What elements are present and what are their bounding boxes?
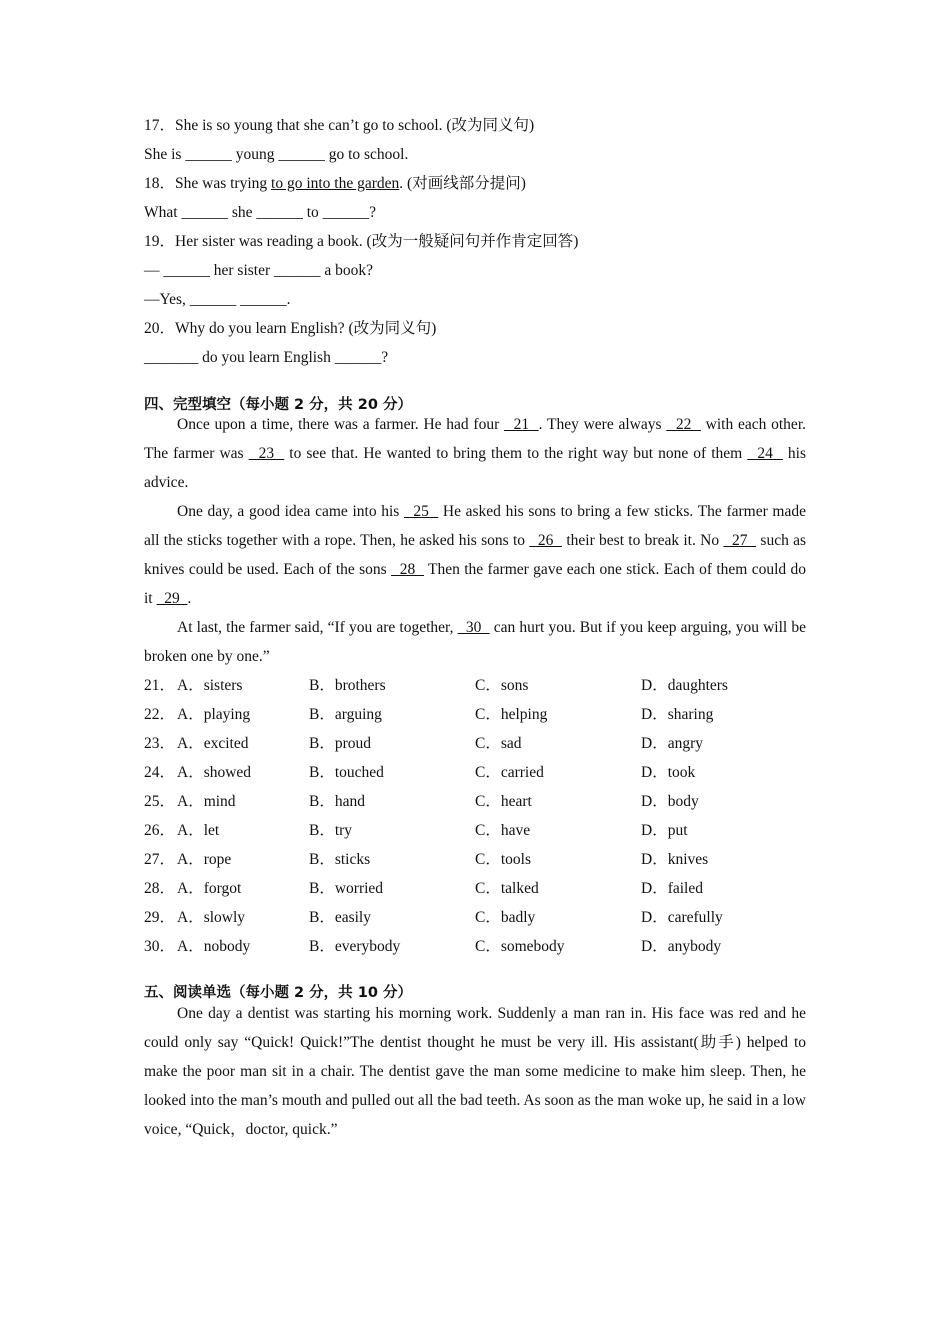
question-number: 29． xyxy=(144,909,176,926)
question-17: 17．She is so young that she can’t go to school. (改为同义句) xyxy=(144,117,535,134)
option-d: D．anybody xyxy=(641,938,722,955)
option-c: C．talked xyxy=(475,880,539,897)
blank-22: 22 xyxy=(666,416,701,433)
part3-rewrite-section xyxy=(144,111,806,372)
reading-passage xyxy=(144,999,806,1144)
blank-21: 21 xyxy=(504,416,539,433)
passage-text: Then the farmer gave each one stick. Each of them could do it xyxy=(144,561,807,607)
question-18 xyxy=(144,169,806,198)
option-row xyxy=(144,729,806,758)
option-b: B．sticks xyxy=(309,851,371,868)
question-number: 24． xyxy=(144,764,176,781)
option-a: A．nobody xyxy=(177,938,251,955)
cloze-paragraph-2 xyxy=(144,497,806,613)
cloze-options xyxy=(144,671,806,961)
passage-text: to see that. He wanted to bring them to the right way but none of them xyxy=(284,445,748,462)
option-b: B．arguing xyxy=(309,706,382,723)
question-number: 26． xyxy=(144,822,176,839)
option-row xyxy=(144,903,806,932)
passage-text: his advice. xyxy=(144,445,807,491)
option-row xyxy=(144,671,806,700)
option-b: B．hand xyxy=(309,793,365,810)
blank-28: 28 xyxy=(391,561,424,578)
option-a: A．slowly xyxy=(177,909,246,926)
passage-text: their best to break it. No xyxy=(562,532,724,549)
passage-text: At last, the farmer said, “If you are together, xyxy=(177,619,458,636)
passage-text: He asked his sons to bring a few sticks. The farmer made all the sticks together with a rope. Then, he asked his sons to xyxy=(144,503,806,549)
option-c: C．somebody xyxy=(475,938,565,955)
option-d: D．angry xyxy=(641,735,703,752)
passage-text: . They were always xyxy=(538,416,667,433)
option-b: B．easily xyxy=(309,909,371,926)
option-d: D．body xyxy=(641,793,699,810)
answer-20: _______ do you learn English ______? xyxy=(144,349,389,366)
option-a: A．excited xyxy=(177,735,249,752)
blank-23: 23 xyxy=(248,445,285,462)
question-number: 27． xyxy=(144,851,176,868)
blank-29: 29 xyxy=(156,590,188,607)
option-d: D．carefully xyxy=(641,909,723,926)
blank-27: 27 xyxy=(723,532,757,549)
option-b: B．worried xyxy=(309,880,384,897)
option-d: D．knives xyxy=(641,851,709,868)
option-a: A．playing xyxy=(177,706,251,723)
question-number: 22． xyxy=(144,706,176,723)
passage-text: . xyxy=(187,590,192,607)
blank-24: 24 xyxy=(747,445,783,462)
option-row xyxy=(144,874,806,903)
answer-19-question: — ______ her sister ______ a book? xyxy=(144,262,374,279)
question-number: 30． xyxy=(144,938,176,955)
option-b: B．everybody xyxy=(309,938,401,955)
option-c: C．carried xyxy=(475,764,544,781)
q18-pre: 18．She was trying xyxy=(144,175,272,192)
option-d: D．sharing xyxy=(641,706,714,723)
question-number: 28． xyxy=(144,880,176,897)
option-c: C．badly xyxy=(475,909,536,926)
cloze-passage xyxy=(144,410,806,671)
question-number: 25． xyxy=(144,793,176,810)
section-heading-reading: 五、阅读单选（每小题 2 分，共 10 分） xyxy=(144,985,412,1001)
question-19: 19．Her sister was reading a book. (改为一般疑问句并作肯定回答) xyxy=(144,233,579,250)
passage-text: with each other. The farmer was xyxy=(144,416,806,462)
underlined-phrase: to go into the garden xyxy=(271,175,400,192)
option-row xyxy=(144,816,806,845)
option-row xyxy=(144,758,806,787)
blank-25: 25 xyxy=(404,503,439,520)
answer-19-reply: —Yes, ______ ______. xyxy=(144,291,291,308)
option-a: A．forgot xyxy=(177,880,242,897)
option-b: B．touched xyxy=(309,764,384,781)
section-heading-cloze: 四、完型填空（每小题 2 分，共 20 分） xyxy=(144,397,412,413)
cloze-paragraph-1 xyxy=(144,410,806,497)
option-c: C．heart xyxy=(475,793,532,810)
option-row xyxy=(144,787,806,816)
answer-17: She is ______ young ______ go to school. xyxy=(144,146,409,163)
option-d: D．daughters xyxy=(641,677,728,694)
option-row xyxy=(144,845,806,874)
question-number: 21． xyxy=(144,677,176,694)
question-number: 23． xyxy=(144,735,176,752)
passage-text: Once upon a time, there was a farmer. He had four xyxy=(177,416,505,433)
q18-post: . (对画线部分提问) xyxy=(399,175,526,192)
option-b: B．brothers xyxy=(309,677,386,694)
passage-text: such as knives could be used. Each of the sons xyxy=(144,532,807,578)
passage-text: One day, a good idea came into his xyxy=(177,503,405,520)
option-d: D．failed xyxy=(641,880,703,897)
reading-paragraph-1: One day a dentist was starting his morning work. Suddenly a man ran in. His face was red and he could only say “Quick! Quick!”The dentist thought he must be very ill. His assistant(助手) helped to make the poor man sit in a chair. The dentist gave the man some medicine to make him sleep. Then, he looked into the man’s mouth and pulled out all the bad teeth. As soon as the man woke up, he said in a low voice, “Quick，doctor, quick.” xyxy=(144,1005,806,1138)
option-b: B．proud xyxy=(309,735,372,752)
option-c: C．sons xyxy=(475,677,529,694)
option-c: C．helping xyxy=(475,706,548,723)
option-c: C．tools xyxy=(475,851,531,868)
answer-18: What ______ she ______ to ______? xyxy=(144,204,377,221)
option-c: C．have xyxy=(475,822,531,839)
option-row xyxy=(144,932,806,961)
option-a: A．sisters xyxy=(177,677,243,694)
question-20: 20．Why do you learn English? (改为同义句) xyxy=(144,320,437,337)
option-a: A．showed xyxy=(177,764,252,781)
option-d: D．put xyxy=(641,822,688,839)
option-b: B．try xyxy=(309,822,353,839)
passage-text: can hurt you. But if you keep arguing, you will be broken one by one.” xyxy=(144,619,806,665)
blank-26: 26 xyxy=(529,532,563,549)
option-a: A．let xyxy=(177,822,220,839)
option-a: A．rope xyxy=(177,851,232,868)
option-row xyxy=(144,700,806,729)
option-d: D．took xyxy=(641,764,696,781)
blank-30: 30 xyxy=(457,619,490,636)
option-c: C．sad xyxy=(475,735,522,752)
option-a: A．mind xyxy=(177,793,236,810)
cloze-paragraph-3 xyxy=(144,613,806,671)
